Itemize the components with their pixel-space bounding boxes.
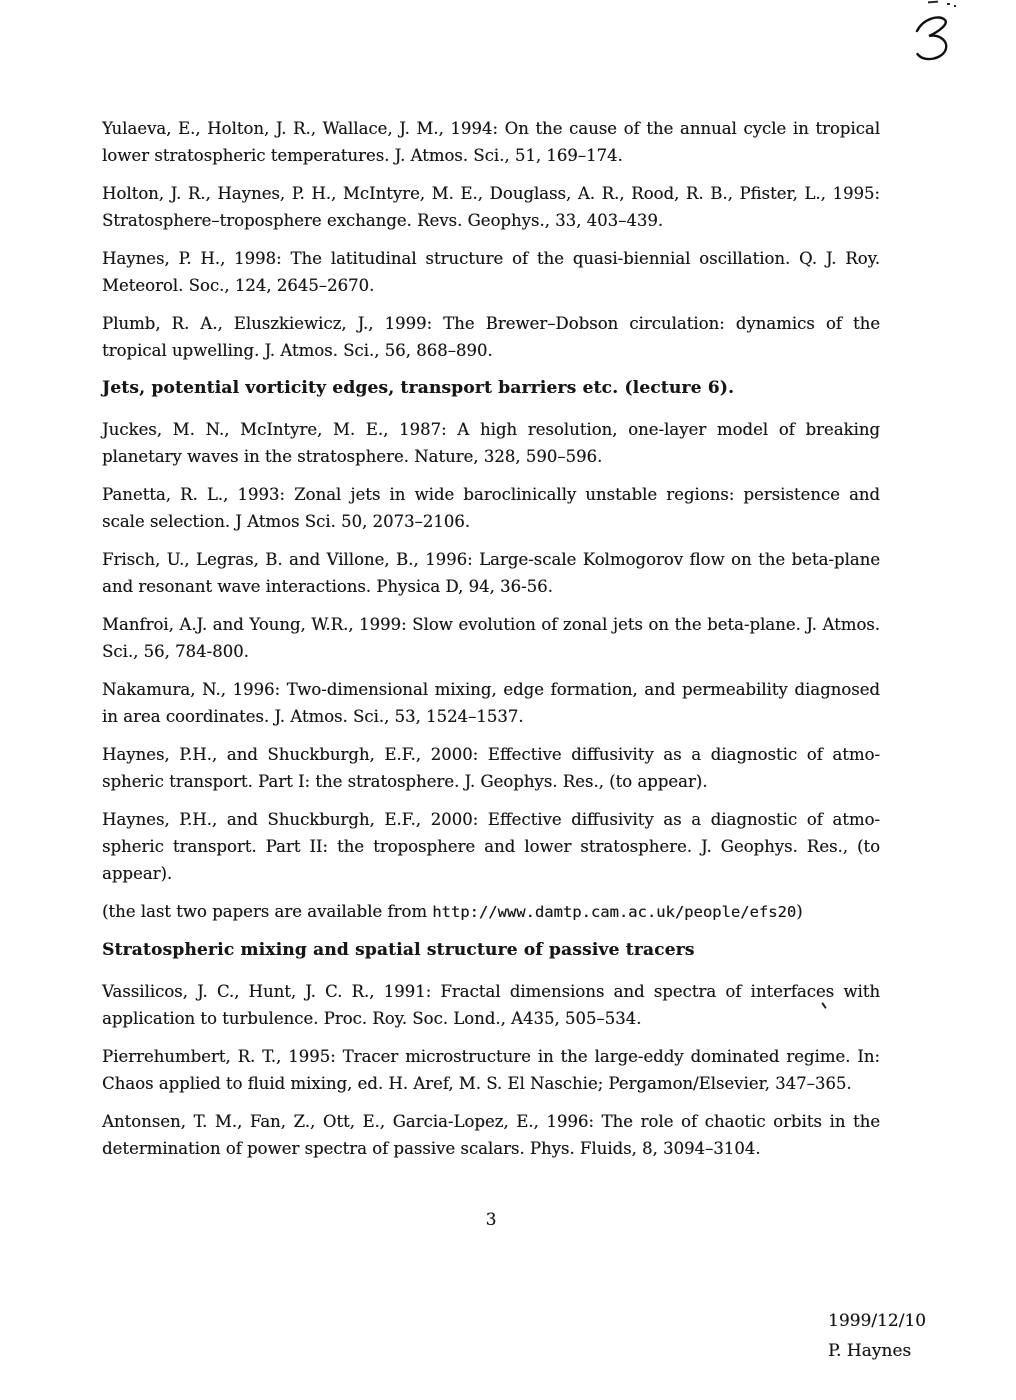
reference-entry: Haynes, P.H., and Shuckburgh, E.F., 2000: Effective diffusivity as a diagnostic of atmospheric transport. Part II: the troposphere and lower stratosphere. J. Geophys. Res., (to appear). xyxy=(102,810,880,883)
footer xyxy=(828,1306,926,1366)
section-heading-stratospheric-mixing: Stratospheric mixing and spatial structure of passive tracers xyxy=(102,940,695,960)
reference-entry: Haynes, P. H., 1998: The latitudinal structure of the quasi-biennial oscillation. Q. J. Roy. Meteorol. Soc., 124, 2645–2670. xyxy=(102,249,880,295)
scan-artifact-dot xyxy=(954,5,956,7)
availability-note-url: http://www.damtp.cam.ac.uk/people/efs20 xyxy=(432,903,797,921)
scan-artifact-dot xyxy=(947,3,950,5)
section-heading-jets: Jets, potential vorticity edges, transport barriers etc. (lecture 6). xyxy=(102,378,735,398)
reference-entry: Pierrehumbert, R. T., 1995: Tracer microstructure in the large-eddy dominated regime. In: Chaos applied to fluid mixing, ed. H. Aref, M. S. El Naschie; Pergamon/Elsevier, 347–365. xyxy=(102,1047,880,1093)
reference-entry: Manfroi, A.J. and Young, W.R., 1999: Slow evolution of zonal jets on the beta-plane. J. Atmos. Sci., 56, 784-800. xyxy=(102,615,880,661)
reference-entry: Haynes, P.H., and Shuckburgh, E.F., 2000: Effective diffusivity as a diagnostic of atmospheric transport. Part I: the stratosphere. J. Geophys. Res., (to appear). xyxy=(102,745,880,791)
reference-list xyxy=(102,115,880,1173)
reference-entry: Nakamura, N., 1996: Two-dimensional mixing, edge formation, and permeability diagnosed in area coordinates. J. Atmos. Sci., 53, 1524–1537. xyxy=(102,680,880,726)
page-number: 3 xyxy=(485,1210,497,1230)
reference-entry: Holton, J. R., Haynes, P. H., McIntyre, M. E., Douglass, A. R., Rood, R. B., Pfister, L., 1995: Stratosphere–troposphere exchange. Revs. Geophys., 33, 403–439. xyxy=(102,184,880,230)
reference-entry: Antonsen, T. M., Fan, Z., Ott, E., Garcia-Lopez, E., 1996: The role of chaotic orbits in the determination of power spectra of passive scalars. Phys. Fluids, 8, 3094–3104. xyxy=(102,1112,880,1158)
footer-date: 1999/12/10 xyxy=(828,1311,926,1331)
reference-entry: Plumb, R. A., Eluszkiewicz, J., 1999: The Brewer–Dobson circulation: dynamics of the tropical upwelling. J. Atmos. Sci., 56, 868–890. xyxy=(102,314,880,360)
availability-note xyxy=(102,898,880,926)
handwritten-page-number xyxy=(912,14,954,64)
reference-entry: Yulaeva, E., Holton, J. R., Wallace, J. M., 1994: On the cause of the annual cycle in tropical lower stratospheric temperatures. J. Atmos. Sci., 51, 169–174. xyxy=(102,119,880,165)
reference-entry: Vassilicos, J. C., Hunt, J. C. R., 1991: Fractal dimensions and spectra of interfaces with application to turbulence. Proc. Roy. Soc. Lond., A435, 505–534. xyxy=(102,982,880,1028)
reference-entry: Frisch, U., Legras, B. and Villone, B., 1996: Large-scale Kolmogorov flow on the beta-plane and resonant wave interactions. Physica D, 94, 36-56. xyxy=(102,550,880,596)
availability-note-prefix: (the last two papers are available from xyxy=(102,902,433,921)
scan-artifact-dash xyxy=(928,1,938,4)
availability-note-suffix: ) xyxy=(796,902,803,921)
footer-author: P. Haynes xyxy=(828,1341,912,1361)
reference-entry: Juckes, M. N., McIntyre, M. E., 1987: A high resolution, one-layer model of breaking planetary waves in the stratosphere. Nature, 328, 590–596. xyxy=(102,420,880,466)
reference-entry: Panetta, R. L., 1993: Zonal jets in wide baroclinically unstable regions: persistence and scale selection. J Atmos Sci. 50, 2073–2106. xyxy=(102,485,880,531)
